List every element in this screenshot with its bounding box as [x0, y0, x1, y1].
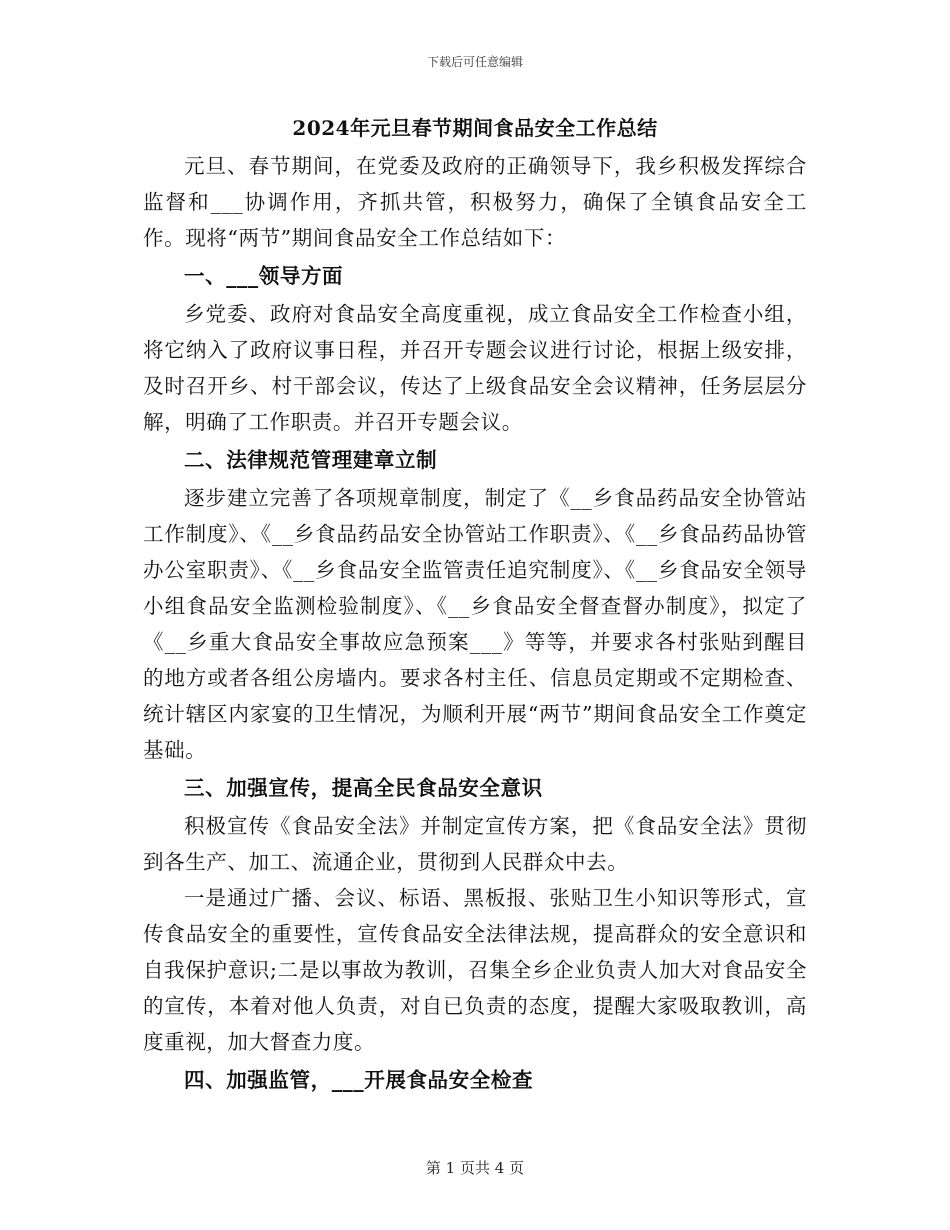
section-2-heading: 二、法律规范管理建章立制	[184, 448, 438, 472]
section-3-paragraph-2: 一是通过广播、会议、标语、黑板报、张贴卫生小知识等形式，宣传食品安全的重要性，宣传食品安全法律法规，提高群众的安全意识和自我保护意识;二是以事故为教训，召集全乡企业负责人加大对食品安全的宣传，本着对他人负责，对自已负责的态度，提醒大家吸取教训，高度重视，加大督查力度。	[143, 886, 807, 1054]
section-1-heading: 一、___领导方面	[184, 264, 344, 288]
document-body	[143, 114, 807, 1100]
section-2-paragraph-1: 逐步建立完善了各项规章制度，制定了《__乡食品药品安全协管站工作制度》、《__乡食品药品安全协管站工作职责》、《__乡食品药品协管办公室职责》、《__乡食品安全监管责任追究制度》、《__乡食品安全领导小组食品安全监测检验制度》、《__乡食品安全督查督办制度》，拟定了《__乡重大食品安全事故应急预案___》等等，并要求各村张贴到醒目的地方或者各组公房墙内。要求各村主任、信息员定期或不定期检查、统计辖区内家宴的卫生情况，为顺利开展“两节”期间食品安全工作奠定基础。	[143, 486, 807, 762]
page-footer: 第 1 页共 4 页	[425, 1159, 525, 1177]
page-header: 下载后可任意编辑	[426, 55, 523, 69]
document-title: 2024年元旦春节期间食品安全工作总结	[292, 116, 658, 140]
section-3-paragraph-1: 积极宣传《食品安全法》并制定宣传方案，把《食品安全法》贯彻到各生产、加工、流通企业，贯彻到人民群众中去。	[143, 814, 807, 874]
section-3-heading: 三、加强宣传，提高全民食品安全意识	[184, 776, 543, 800]
section-1-paragraph-1: 乡党委、政府对食品安全高度重视，成立食品安全工作检查小组，将它纳入了政府议事日程，并召开专题会议进行讨论，根据上级安排，及时召开乡、村干部会议，传达了上级食品安全会议精神，任务层层分解，明确了工作职责。并召开专题会议。	[143, 302, 807, 434]
intro-paragraph: 元旦、春节期间，在党委及政府的正确领导下，我乡积极发挥综合监督和___协调作用，齐抓共管，积极努力，确保了全镇食品安全工作。现将“两节”期间食品安全工作总结如下：	[143, 154, 807, 250]
section-4-heading: 四、加强监管，___开展食品安全检查	[184, 1068, 534, 1092]
